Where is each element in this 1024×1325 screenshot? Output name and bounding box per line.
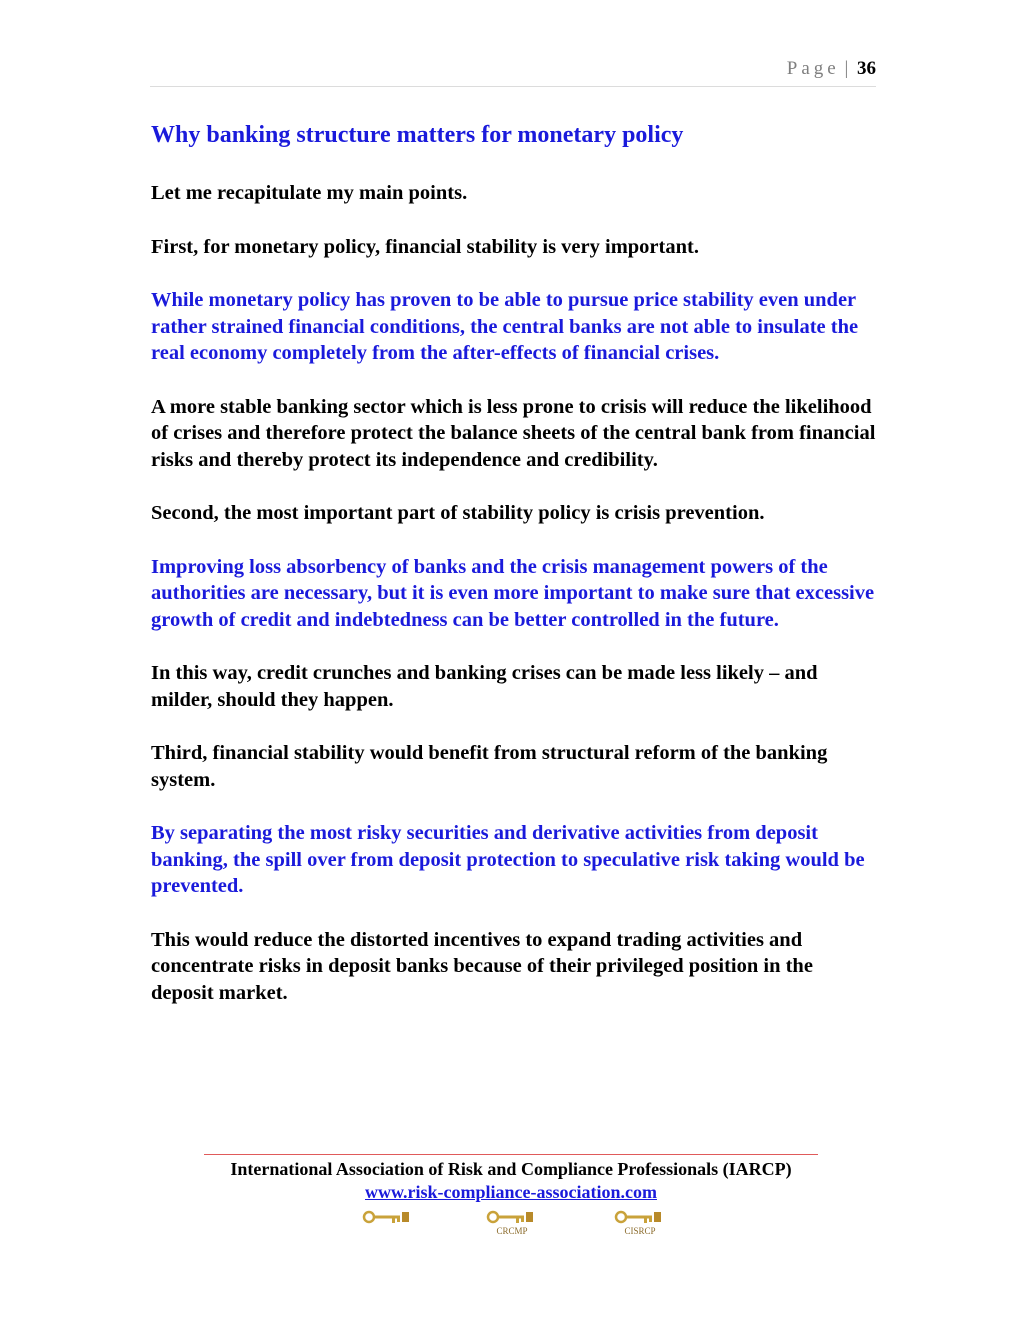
paragraph: This would reduce the distorted incentives to expand trading activities and concentrate risks in deposit banks because of their privileged position in the deposit market.: [151, 928, 813, 1004]
footer-website-link[interactable]: www.risk-compliance-association.com: [365, 1182, 657, 1202]
footer-organization: International Association of Risk and Compliance Professionals (IARCP): [230, 1159, 792, 1179]
page-number: 36: [857, 58, 876, 79]
logo-label: CRCMP: [496, 1226, 528, 1236]
key-logo-icon: [614, 1210, 666, 1240]
page-label: Page: [786, 58, 840, 79]
paragraph-highlight: While monetary policy has proven to be able to pursue price stability even under rather strained financial conditions, the central banks are not able to insulate the real economy completely from the after-effects of financial crises.: [151, 289, 859, 364]
key-logo-icon: [362, 1210, 414, 1240]
logo-label: CISRCP: [624, 1226, 656, 1236]
paragraph-highlight: Improving loss absorbency of banks and the crisis management powers of the authorities are necessary, but it is even more important to make sure that excessive growth of credit and indebtedness can be better controlled in the future.: [151, 555, 875, 631]
section-title: Why banking structure matters for monetary policy: [151, 122, 684, 148]
page-separator: |: [844, 58, 849, 79]
paragraph: Third, financial stability would benefit from structural reform of the banking system.: [151, 742, 828, 791]
paragraph-highlight: By separating the most risky securities and derivative activities from deposit banking, the spill over from deposit protection to speculative risk taking would be prevented.: [151, 822, 865, 897]
paragraph: First, for monetary policy, financial stability is very important.: [151, 235, 699, 258]
paragraph: Second, the most important part of stability policy is crisis prevention.: [151, 502, 765, 524]
key-logo-icon: [486, 1210, 538, 1240]
paragraph: A more stable banking sector which is less prone to crisis will reduce the likelihood of crises and therefore protect the balance sheets of the central bank from financial risks and thereby protect its independence and credibility.: [151, 395, 876, 471]
paragraph: In this way, credit crunches and banking crises can be made less likely – and milder, should they happen.: [151, 662, 818, 711]
footer-logos: [0, 1210, 1024, 1242]
document-body: [151, 120, 877, 1033]
paragraph: Let me recapitulate my main points.: [151, 182, 468, 204]
page-footer: [204, 1154, 818, 1203]
page-header: [150, 58, 876, 87]
